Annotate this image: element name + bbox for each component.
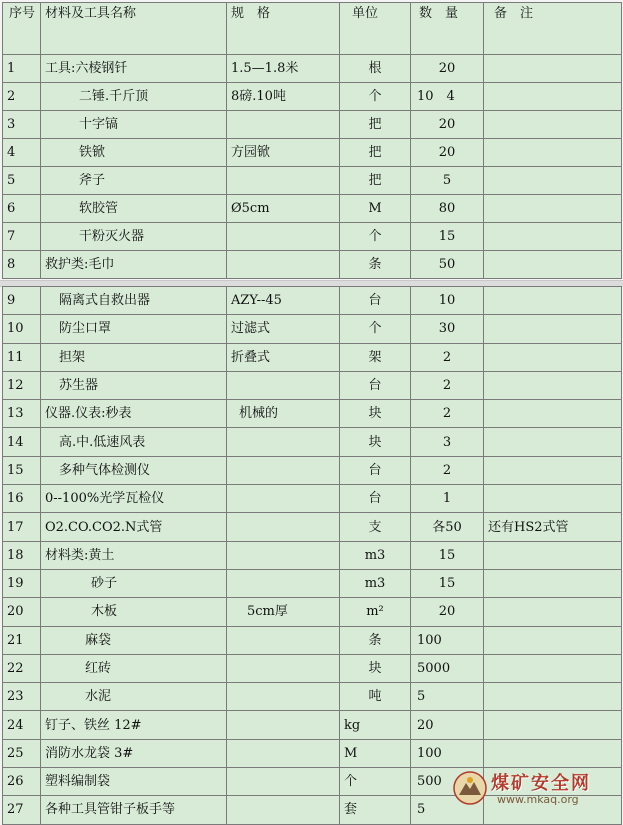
row-spec: AZY--45 xyxy=(227,287,340,315)
site-watermark xyxy=(453,769,615,809)
row-seq: 8 xyxy=(3,251,41,279)
row-spec xyxy=(227,223,340,251)
row-unit: 架 xyxy=(340,343,411,371)
row-name: 铁锨 xyxy=(41,139,227,167)
row-name: 工具:六棱钢钎 xyxy=(41,55,227,83)
row-name: 0--100%光学瓦检仪 xyxy=(41,485,227,513)
row-seq: 20 xyxy=(3,598,41,626)
row-name: 斧子 xyxy=(41,167,227,195)
row-note xyxy=(484,541,622,569)
table-row xyxy=(3,569,622,597)
row-name: 防尘口罩 xyxy=(41,315,227,343)
row-seq: 26 xyxy=(3,768,41,796)
row-note xyxy=(484,55,622,83)
row-unit: 块 xyxy=(340,400,411,428)
row-qty: 5 xyxy=(411,167,484,195)
row-unit: 台 xyxy=(340,456,411,484)
row-note xyxy=(484,315,622,343)
row-name: 十字镐 xyxy=(41,111,227,139)
row-qty: 20 xyxy=(411,111,484,139)
row-spec: 5cm厚 xyxy=(227,598,340,626)
table-row xyxy=(3,626,622,654)
row-qty: 100 xyxy=(411,626,484,654)
row-note xyxy=(484,287,622,315)
table-row xyxy=(3,456,622,484)
row-seq: 7 xyxy=(3,223,41,251)
row-unit: 支 xyxy=(340,513,411,541)
row-seq: 2 xyxy=(3,83,41,111)
row-name: 塑料编制袋 xyxy=(41,768,227,796)
row-qty: 10 4 xyxy=(411,83,484,111)
row-qty: 30 xyxy=(411,315,484,343)
row-seq: 27 xyxy=(3,796,41,824)
row-name: 担架 xyxy=(41,343,227,371)
row-note xyxy=(484,139,622,167)
row-qty: 5 xyxy=(411,683,484,711)
row-qty: 5 xyxy=(411,796,484,824)
row-note xyxy=(484,711,622,739)
row-seq: 1 xyxy=(3,55,41,83)
row-spec: 1.5—1.8米 xyxy=(227,55,340,83)
row-note xyxy=(484,400,622,428)
row-seq: 12 xyxy=(3,371,41,399)
row-unit: 台 xyxy=(340,287,411,315)
row-note xyxy=(484,83,622,111)
row-spec: Ø5cm xyxy=(227,195,340,223)
table-row xyxy=(3,513,622,541)
row-qty: 50 xyxy=(411,251,484,279)
row-name: 软胶管 xyxy=(41,195,227,223)
row-qty: 15 xyxy=(411,223,484,251)
row-qty: 2 xyxy=(411,343,484,371)
row-seq: 16 xyxy=(3,485,41,513)
header-seq: 序号 xyxy=(3,3,41,55)
row-spec xyxy=(227,541,340,569)
row-name: 钉子、铁丝 12# xyxy=(41,711,227,739)
row-seq: 17 xyxy=(3,513,41,541)
row-spec xyxy=(227,111,340,139)
row-qty: 2 xyxy=(411,371,484,399)
row-seq: 11 xyxy=(3,343,41,371)
table-row xyxy=(3,287,622,315)
row-spec xyxy=(227,428,340,456)
row-note xyxy=(484,428,622,456)
table-row xyxy=(3,223,622,251)
row-name: 木板 xyxy=(41,598,227,626)
row-name: 仪器.仪表:秒表 xyxy=(41,400,227,428)
row-unit: 吨 xyxy=(340,683,411,711)
row-spec xyxy=(227,569,340,597)
row-name: 隔离式自救出器 xyxy=(41,287,227,315)
row-unit: 块 xyxy=(340,428,411,456)
table-row xyxy=(3,315,622,343)
row-qty: 2 xyxy=(411,456,484,484)
row-note xyxy=(484,195,622,223)
row-note xyxy=(484,654,622,682)
table-row xyxy=(3,711,622,739)
row-name: 苏生器 xyxy=(41,371,227,399)
row-unit: m3 xyxy=(340,541,411,569)
row-unit: 台 xyxy=(340,485,411,513)
table-header-row xyxy=(3,3,622,55)
row-spec xyxy=(227,739,340,767)
table-row xyxy=(3,400,622,428)
row-unit: 个 xyxy=(340,768,411,796)
table-row xyxy=(3,111,622,139)
row-qty: 15 xyxy=(411,541,484,569)
row-seq: 23 xyxy=(3,683,41,711)
row-qty: 2 xyxy=(411,400,484,428)
row-note: 还有HS2式管 xyxy=(484,513,622,541)
row-seq: 3 xyxy=(3,111,41,139)
header-note: 备 注 xyxy=(484,3,622,55)
row-spec xyxy=(227,485,340,513)
row-qty: 15 xyxy=(411,569,484,597)
row-note xyxy=(484,371,622,399)
row-unit: 台 xyxy=(340,371,411,399)
header-name: 材料及工具名称 xyxy=(41,3,227,55)
row-note xyxy=(484,167,622,195)
row-unit: 个 xyxy=(340,83,411,111)
row-seq: 6 xyxy=(3,195,41,223)
header-unit: 单位 xyxy=(340,3,411,55)
row-qty: 80 xyxy=(411,195,484,223)
table-row xyxy=(3,541,622,569)
table-row xyxy=(3,343,622,371)
row-unit: 套 xyxy=(340,796,411,824)
row-unit: 把 xyxy=(340,111,411,139)
watermark-site-name: 煤矿安全网 xyxy=(491,773,591,794)
row-spec xyxy=(227,251,340,279)
row-note xyxy=(484,343,622,371)
row-qty: 100 xyxy=(411,739,484,767)
watermark-url: www.mkaq.org xyxy=(497,793,579,806)
row-unit: 条 xyxy=(340,626,411,654)
mine-logo-icon xyxy=(453,771,487,805)
row-spec xyxy=(227,711,340,739)
row-note xyxy=(484,598,622,626)
table-row xyxy=(3,195,622,223)
row-note xyxy=(484,739,622,767)
table-row xyxy=(3,683,622,711)
row-spec xyxy=(227,796,340,824)
row-note xyxy=(484,626,622,654)
row-name: O2.CO.CO2.N式管 xyxy=(41,513,227,541)
row-name: 材料类:黄土 xyxy=(41,541,227,569)
row-note xyxy=(484,456,622,484)
row-name: 干粉灭火器 xyxy=(41,223,227,251)
row-spec: 机械的 xyxy=(227,400,340,428)
row-name: 高.中.低速风表 xyxy=(41,428,227,456)
row-seq: 9 xyxy=(3,287,41,315)
row-unit: kg xyxy=(340,711,411,739)
row-qty: 20 xyxy=(411,139,484,167)
row-seq: 4 xyxy=(3,139,41,167)
row-spec xyxy=(227,371,340,399)
row-name: 各种工具管钳子板手等 xyxy=(41,796,227,824)
row-spec xyxy=(227,768,340,796)
table-row xyxy=(3,428,622,456)
row-note xyxy=(484,485,622,513)
row-seq: 21 xyxy=(3,626,41,654)
row-qty: 3 xyxy=(411,428,484,456)
row-name: 二锤.千斤顶 xyxy=(41,83,227,111)
row-note xyxy=(484,223,622,251)
row-note xyxy=(484,251,622,279)
row-seq: 14 xyxy=(3,428,41,456)
row-unit: 条 xyxy=(340,251,411,279)
row-name: 红砖 xyxy=(41,654,227,682)
row-unit: 把 xyxy=(340,167,411,195)
materials-table-part-1 xyxy=(2,2,622,279)
table-row xyxy=(3,371,622,399)
row-spec: 8磅.10吨 xyxy=(227,83,340,111)
row-qty: 5000 xyxy=(411,654,484,682)
row-unit: 根 xyxy=(340,55,411,83)
table-row xyxy=(3,139,622,167)
row-unit: 个 xyxy=(340,223,411,251)
row-qty: 1 xyxy=(411,485,484,513)
header-spec: 规 格 xyxy=(227,3,340,55)
row-unit: 把 xyxy=(340,139,411,167)
row-name: 救护类:毛巾 xyxy=(41,251,227,279)
table-row xyxy=(3,167,622,195)
row-name: 麻袋 xyxy=(41,626,227,654)
row-seq: 22 xyxy=(3,654,41,682)
row-seq: 19 xyxy=(3,569,41,597)
row-name: 消防水龙袋 3# xyxy=(41,739,227,767)
row-note xyxy=(484,569,622,597)
table-row xyxy=(3,598,622,626)
row-spec: 折叠式 xyxy=(227,343,340,371)
row-qty: 20 xyxy=(411,711,484,739)
row-name: 多种气体检测仪 xyxy=(41,456,227,484)
row-spec xyxy=(227,513,340,541)
table-row xyxy=(3,654,622,682)
row-spec xyxy=(227,456,340,484)
row-unit: M xyxy=(340,195,411,223)
row-spec: 方园锨 xyxy=(227,139,340,167)
row-unit: 块 xyxy=(340,654,411,682)
materials-table-part-2 xyxy=(2,286,622,825)
row-note xyxy=(484,111,622,139)
table-row xyxy=(3,739,622,767)
row-unit: M xyxy=(340,739,411,767)
row-seq: 15 xyxy=(3,456,41,484)
row-seq: 13 xyxy=(3,400,41,428)
row-spec: 过滤式 xyxy=(227,315,340,343)
table-row xyxy=(3,485,622,513)
row-seq: 25 xyxy=(3,739,41,767)
row-unit: m² xyxy=(340,598,411,626)
row-unit: 个 xyxy=(340,315,411,343)
row-seq: 10 xyxy=(3,315,41,343)
row-note xyxy=(484,683,622,711)
row-qty: 各50 xyxy=(411,513,484,541)
table-row xyxy=(3,55,622,83)
row-qty: 20 xyxy=(411,598,484,626)
row-qty: 20 xyxy=(411,55,484,83)
row-seq: 5 xyxy=(3,167,41,195)
header-qty: 数 量 xyxy=(411,3,484,55)
row-spec xyxy=(227,626,340,654)
row-qty: 10 xyxy=(411,287,484,315)
row-spec xyxy=(227,654,340,682)
row-spec xyxy=(227,167,340,195)
table-row xyxy=(3,251,622,279)
row-seq: 24 xyxy=(3,711,41,739)
row-name: 水泥 xyxy=(41,683,227,711)
row-name: 砂子 xyxy=(41,569,227,597)
row-qty: 500 xyxy=(411,768,484,796)
row-spec xyxy=(227,683,340,711)
row-unit: m3 xyxy=(340,569,411,597)
table-row xyxy=(3,83,622,111)
row-seq: 18 xyxy=(3,541,41,569)
